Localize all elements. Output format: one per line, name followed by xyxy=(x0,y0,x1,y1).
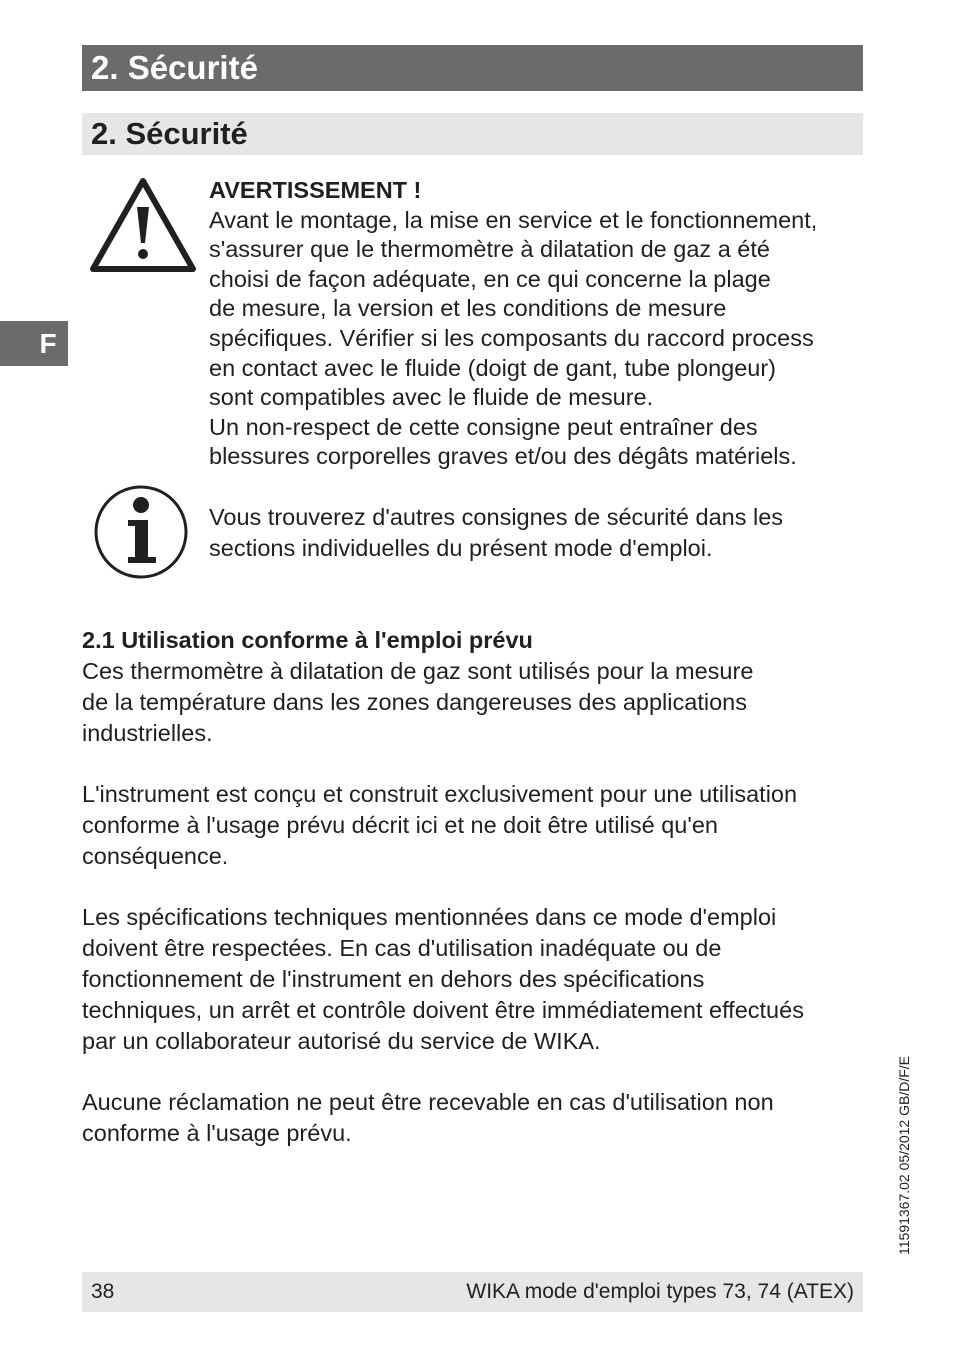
page-number: 38 xyxy=(91,1280,115,1303)
language-tab-label: F xyxy=(39,328,57,359)
language-tab xyxy=(0,321,68,366)
text-line: Aucune réclamation ne peut être recevable en cas d'utilisation non xyxy=(82,1089,774,1115)
warning-line: choisi de façon adéquate, en ce qui concerne la plage xyxy=(209,265,771,292)
text-line: doivent être respectées. En cas d'utilisation inadéquate ou de xyxy=(82,935,722,961)
info-line: Vous trouverez d'autres consignes de sécurité dans les xyxy=(209,504,784,530)
document-code: 11591367.02 05/2012 GB/D/F/E xyxy=(896,1056,912,1255)
section-header-bar xyxy=(82,113,863,155)
page-footer xyxy=(82,1272,863,1312)
warning-line: sont compatibles avec le fluide de mesure. xyxy=(209,384,654,411)
section-2-1 xyxy=(82,625,872,1179)
section-title: 2. Sécurité xyxy=(91,116,248,151)
warning-line: s'assurer que le thermomètre à dilatation de gaz a été xyxy=(209,236,770,263)
warning-line: de mesure, la version et les conditions de mesure xyxy=(209,295,727,322)
warning-block xyxy=(209,176,869,472)
warning-line: spécifiques. Vérifier si les composants du raccord process xyxy=(209,324,814,351)
warning-triangle-icon xyxy=(89,177,197,273)
text-line: conforme à l'usage prévu. xyxy=(82,1120,352,1146)
text-line: de la température dans les zones dangereuses des applications xyxy=(82,689,747,715)
info-circle-icon xyxy=(92,483,190,581)
document-title: WIKA mode d'emploi types 73, 74 (ATEX) xyxy=(466,1280,854,1303)
paragraph xyxy=(82,656,872,749)
page-title: 2. Sécurité xyxy=(91,49,258,86)
text-line: par un collaborateur autorisé du service de WIKA. xyxy=(82,1028,601,1054)
text-line: fonctionnement de l'instrument en dehors des spécifications xyxy=(82,966,705,992)
paragraph xyxy=(82,1087,872,1149)
warning-line: blessures corporelles graves et/ou des dégâts matériels. xyxy=(209,443,797,470)
text-line: conforme à l'usage prévu décrit ici et ne doit être utilisé qu'en xyxy=(82,812,718,838)
text-line: techniques, un arrêt et contrôle doivent être immédiatement effectués xyxy=(82,997,804,1023)
paragraph xyxy=(82,902,872,1057)
subsection-title: 2.1 Utilisation conforme à l'emploi prévu xyxy=(82,627,533,653)
warning-line: Un non-respect de cette consigne peut entraîner des xyxy=(209,413,758,440)
page-header-bar xyxy=(82,45,863,91)
warning-line: Avant le montage, la mise en service et le fonctionnement, xyxy=(209,206,818,233)
paragraph xyxy=(82,779,872,872)
text-line: industrielles. xyxy=(82,720,213,746)
text-line: conséquence. xyxy=(82,843,229,869)
text-line: Ces thermomètre à dilatation de gaz sont utilisés pour la mesure xyxy=(82,658,754,684)
info-line: sections individuelles du présent mode d'emploi. xyxy=(209,534,713,561)
warning-title: AVERTISSEMENT ! xyxy=(209,177,422,203)
warning-line: en contact avec le fluide (doigt de gant, tube plongeur) xyxy=(209,354,776,381)
text-line: Les spécifications techniques mentionnées dans ce mode d'emploi xyxy=(82,904,777,930)
text-line: L'instrument est conçu et construit exclusivement pour une utilisation xyxy=(82,781,798,807)
info-block xyxy=(209,502,859,563)
